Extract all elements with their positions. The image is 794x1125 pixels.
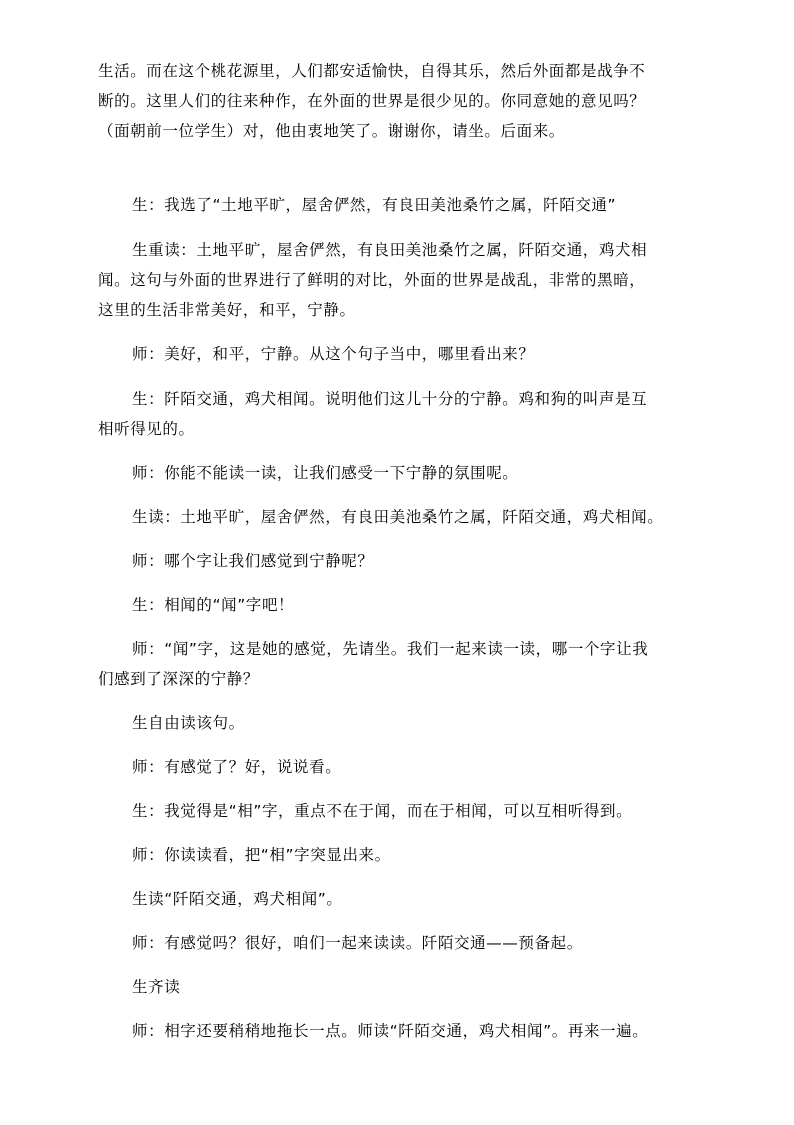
text-line: 生齐读 <box>132 978 181 996</box>
text-line: 师：你能不能读一读，让我们感受一下宁静的氛围呢。 <box>132 464 519 482</box>
text-line: 师：相字还要稍稍地拖长一点。师读“阡陌交通，鸡犬相闻”。再来一遍。 <box>132 1022 649 1040</box>
paragraph-6 <box>98 458 700 488</box>
text-line: 生：我选了“土地平旷，屋舍俨然，有良田美池桑竹之属，阡陌交通” <box>132 196 617 214</box>
text-line: 们感到了深深的宁静？ <box>98 670 260 688</box>
text-line: 相听得见的。 <box>98 420 195 438</box>
text-line: 生：我觉得是“相”字，重点不在于闻，而在于相闻，可以互相听得到。 <box>132 802 633 820</box>
text-line: 生读“阡陌交通，鸡犬相闻”。 <box>132 890 343 908</box>
text-line: 生读：土地平旷，屋舍俨然，有良田美池桑竹之属，阡陌交通，鸡犬相闻。 <box>132 508 664 526</box>
text-line: 断的。这里人们的往来种作，在外面的世界是很少见的。你同意她的意见吗？ <box>98 92 646 110</box>
paragraph-14 <box>98 840 700 870</box>
text-line: 师：哪个字让我们感觉到宁静呢？ <box>132 552 374 570</box>
paragraph-8 <box>98 546 700 576</box>
paragraph-17 <box>98 972 700 1002</box>
text-line: 师：你读读看，把“相”字突显出来。 <box>132 846 391 864</box>
text-line: 闻。这句与外面的世界进行了鲜明的对比，外面的世界是战乱，非常的黑暗， <box>98 271 646 289</box>
paragraph-1 <box>98 56 700 146</box>
text-line: 生自由读该句。 <box>132 714 245 732</box>
text-line: 生重读：土地平旷，屋舍俨然，有良田美池桑竹之属，阡陌交通，鸡犬相 <box>132 241 648 259</box>
text-line: 这里的生活非常美好，和平，宁静。 <box>98 301 356 319</box>
paragraph-18 <box>98 1016 700 1046</box>
text-line: 师：有感觉了？好，说说看。 <box>132 758 342 776</box>
paragraph-16 <box>98 928 700 958</box>
text-line: 生活。而在这个桃花源里，人们都安适愉快，自得其乐，然后外面都是战争不 <box>98 62 646 80</box>
paragraph-4 <box>98 339 700 369</box>
paragraph-11 <box>98 708 700 738</box>
paragraph-13 <box>98 796 700 826</box>
text-line: 师：美好，和平，宁静。从这个句子当中，哪里看出来？ <box>132 345 535 363</box>
text-line: 师：有感觉吗？很好，咱们一起来读读。阡陌交通——预备起。 <box>132 934 583 952</box>
paragraph-12 <box>98 752 700 782</box>
text-line: 师：“闻”字，这是她的感觉，先请坐。我们一起来读一读，哪一个字让我 <box>132 640 649 658</box>
paragraph-9 <box>98 590 700 620</box>
paragraph-2 <box>98 190 700 220</box>
paragraph-3 <box>98 235 700 325</box>
text-line: 生：相闻的“闻”字吧！ <box>132 596 295 614</box>
paragraph-7 <box>98 502 700 532</box>
text-line: （面朝前一位学生）对，他由衷地笑了。谢谢你，请坐。后面来。 <box>98 122 565 140</box>
paragraph-15 <box>98 884 700 914</box>
paragraph-10 <box>98 634 700 694</box>
text-line: 生：阡陌交通，鸡犬相闻。说明他们这儿十分的宁静。鸡和狗的叫声是互 <box>132 390 648 408</box>
paragraph-5 <box>98 384 700 444</box>
